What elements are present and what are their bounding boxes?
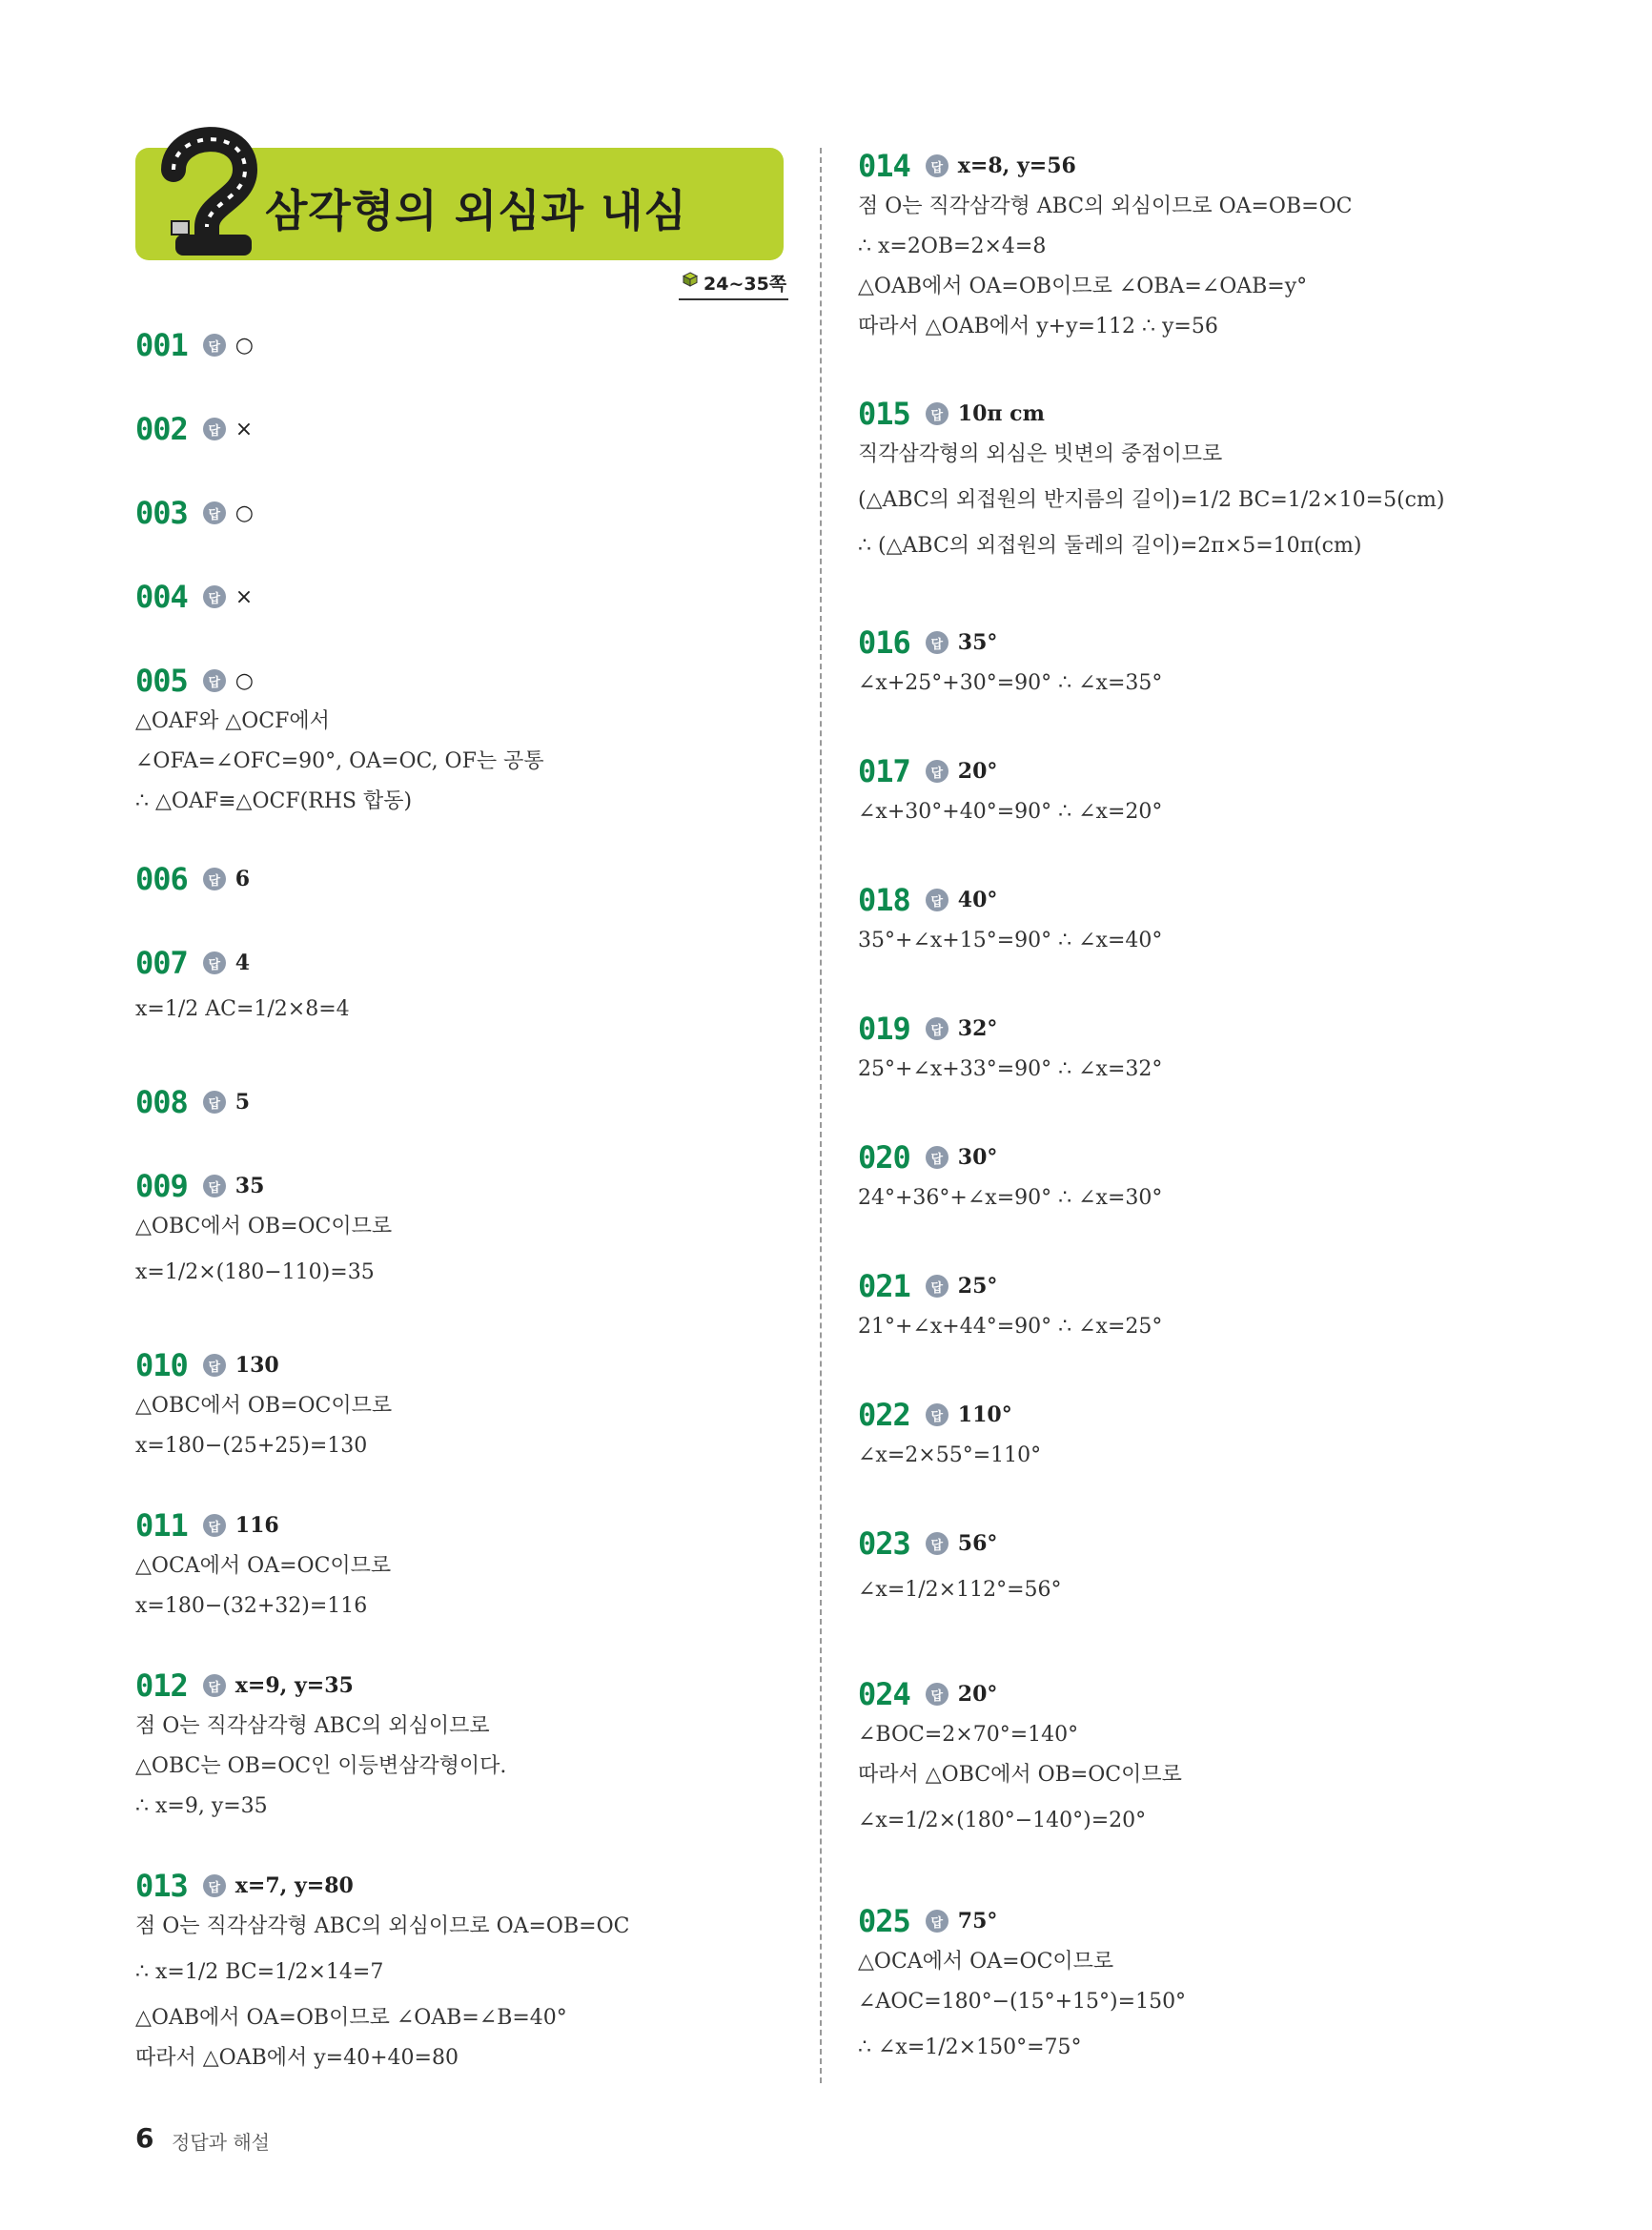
answer-item-002 — [135, 408, 253, 450]
answer-badge-icon: 답 — [203, 951, 226, 974]
solution-line: ∠x+25°+30°=90° ∴ ∠x=35° — [858, 671, 1163, 695]
answer-header — [858, 1394, 1041, 1436]
answer-header — [858, 1523, 1062, 1565]
answer-header — [135, 1504, 391, 1546]
answer-item-001 — [135, 324, 254, 366]
chapter-number-icon — [154, 122, 259, 265]
problem-number: 006 — [135, 861, 188, 897]
answer-item-015 — [858, 393, 1444, 566]
answer-value: 110° — [957, 1402, 1012, 1427]
solution-line: 25°+∠x+33°=90° ∴ ∠x=32° — [858, 1057, 1163, 1081]
solution-line: 따라서 △OBC에서 OB=OC이므로 — [858, 1763, 1182, 1787]
page-reference-text: 24~35쪽 — [704, 274, 787, 295]
answer-item-017 — [858, 750, 1162, 832]
problem-number: 017 — [858, 753, 910, 789]
solution-line: ∠x=1/2×112°=56° — [858, 1578, 1062, 1602]
solution-line: △OCA에서 OA=OC이므로 — [858, 1950, 1114, 1974]
answer-header — [858, 1900, 1186, 1942]
solution-line: x=180−(32+32)=116 — [135, 1594, 368, 1618]
answer-item-025 — [858, 1900, 1186, 2074]
answer-header — [858, 879, 1162, 921]
problem-number: 021 — [858, 1268, 910, 1304]
solution-line: ∠BOC=2×70°=140° — [858, 1723, 1079, 1747]
problem-number: 009 — [135, 1168, 188, 1204]
chapter-title: 삼각형의 외심과 내심 — [265, 185, 687, 236]
answer-header — [135, 324, 254, 366]
answer-value: ○ — [235, 501, 254, 525]
answer-header — [858, 1136, 1162, 1178]
answer-value: x=7, y=80 — [235, 1873, 354, 1898]
answer-value: 75° — [957, 1909, 998, 1933]
answer-badge-icon: 답 — [203, 1091, 226, 1114]
solution-line: 21°+∠x+44°=90° ∴ ∠x=25° — [858, 1315, 1163, 1339]
solution-line: △OAB에서 OA=OB이므로 ∠OBA=∠OAB=y° — [858, 275, 1308, 298]
answer-item-016 — [858, 622, 1162, 704]
problem-number: 014 — [858, 148, 910, 184]
answer-header — [135, 576, 253, 618]
solution-line: (△ABC의 외접원의 반지름의 길이)=1/2 BC=1/2×10=5(cm) — [858, 488, 1445, 512]
answer-value: × — [235, 584, 254, 609]
answer-badge-icon: 답 — [203, 669, 226, 692]
answer-value: 25° — [957, 1274, 998, 1299]
answer-value: × — [235, 417, 254, 441]
solution-line: x=1/2×(180−110)=35 — [135, 1260, 375, 1284]
answer-item-013 — [135, 1865, 629, 2078]
problem-number: 007 — [135, 945, 188, 981]
problem-number: 001 — [135, 327, 188, 363]
answer-badge-icon: 답 — [926, 1910, 948, 1933]
answer-item-003 — [135, 492, 254, 534]
page-reference — [679, 270, 788, 300]
answer-item-024 — [858, 1673, 1182, 1847]
answer-badge-icon: 답 — [926, 1683, 948, 1706]
answer-item-005 — [135, 660, 544, 822]
solution-line: ∠OFA=∠OFC=90°, OA=OC, OF는 공통 — [135, 749, 544, 773]
answer-item-021 — [858, 1265, 1162, 1347]
problem-number: 019 — [858, 1011, 910, 1047]
answer-header — [858, 1265, 1162, 1307]
answer-header — [858, 393, 1444, 435]
solution-line: 24°+36°+∠x=90° ∴ ∠x=30° — [858, 1186, 1163, 1210]
solution-line: 점 O는 직각삼각형 ABC의 외심이므로 — [135, 1714, 490, 1738]
answer-badge-icon: 답 — [926, 889, 948, 911]
answer-value: 10π cm — [957, 401, 1045, 426]
problem-number: 023 — [858, 1525, 910, 1562]
answer-badge-icon: 답 — [203, 418, 226, 440]
problem-number: 010 — [135, 1347, 188, 1383]
answer-item-012 — [135, 1665, 506, 1827]
answer-badge-icon: 답 — [926, 1017, 948, 1040]
answer-badge-icon: 답 — [203, 585, 226, 608]
solution-line: ∴ (△ABC의 외접원의 둘레의 길이)=2π×5=10π(cm) — [858, 534, 1362, 558]
problem-number: 012 — [135, 1667, 188, 1704]
problem-number: 018 — [858, 882, 910, 918]
answer-header — [858, 1008, 1162, 1050]
solution-line: ∠AOC=180°−(15°+15°)=150° — [858, 1990, 1187, 2014]
answer-header — [135, 408, 253, 450]
answer-header — [858, 750, 1162, 792]
answer-badge-icon: 답 — [203, 334, 226, 357]
answer-value: ○ — [235, 333, 254, 358]
answer-badge-icon: 답 — [926, 1146, 948, 1169]
answer-header — [135, 858, 250, 900]
solution-line: ∴ ∠x=1/2×150°=75° — [858, 2036, 1082, 2059]
answer-item-008 — [135, 1081, 250, 1123]
solution-line: 직각삼각형의 외심은 빗변의 중점이므로 — [858, 442, 1223, 466]
answer-header — [858, 1673, 1182, 1715]
answer-value: 116 — [235, 1513, 279, 1538]
answer-badge-icon: 답 — [203, 1674, 226, 1697]
solution-line: △OBC에서 OB=OC이므로 — [135, 1394, 393, 1418]
answer-badge-icon: 답 — [926, 1532, 948, 1555]
answer-item-011 — [135, 1504, 391, 1626]
answer-badge-icon: 답 — [203, 501, 226, 524]
answer-badge-icon: 답 — [203, 868, 226, 890]
solution-line: 35°+∠x+15°=90° ∴ ∠x=40° — [858, 929, 1163, 952]
cube-icon — [683, 272, 698, 287]
solution-line: ∠x+30°+40°=90° ∴ ∠x=20° — [858, 800, 1163, 824]
answer-badge-icon: 답 — [926, 1275, 948, 1298]
answer-header — [135, 1081, 250, 1123]
answer-item-009 — [135, 1165, 392, 1299]
answer-item-010 — [135, 1344, 392, 1466]
answer-badge-icon: 답 — [203, 1874, 226, 1897]
solution-line: △OAB에서 OA=OB이므로 ∠OAB=∠B=40° — [135, 2006, 567, 2030]
problem-number: 008 — [135, 1084, 188, 1120]
solution-line: △OBC에서 OB=OC이므로 — [135, 1215, 393, 1238]
answer-header — [135, 1865, 629, 1907]
answer-badge-icon: 답 — [203, 1514, 226, 1537]
answer-header — [135, 492, 254, 534]
answer-item-014 — [858, 145, 1352, 347]
answer-value: 40° — [957, 888, 998, 912]
answer-header — [135, 942, 350, 984]
answer-item-022 — [858, 1394, 1041, 1476]
answer-value: x=8, y=56 — [957, 153, 1076, 178]
answer-item-020 — [858, 1136, 1162, 1218]
answer-value: 32° — [957, 1016, 998, 1041]
answer-header — [135, 1344, 392, 1386]
problem-number: 011 — [135, 1507, 188, 1544]
answer-value: 4 — [235, 951, 251, 975]
solution-line: 따라서 △OAB에서 y=40+40=80 — [135, 2046, 459, 2070]
problem-number: 016 — [858, 624, 910, 661]
problem-number: 002 — [135, 411, 188, 447]
solution-line: ∴ x=1/2 BC=1/2×14=7 — [135, 1960, 384, 1984]
answer-value: 5 — [235, 1090, 251, 1115]
answer-value: x=9, y=35 — [235, 1673, 354, 1698]
answer-header — [135, 1165, 392, 1207]
answer-value: 20° — [957, 1682, 998, 1707]
answer-value: 35 — [235, 1174, 265, 1198]
solution-line: 점 O는 직각삼각형 ABC의 외심이므로 OA=OB=OC — [135, 1914, 630, 1938]
solution-line: ∴ x=9, y=35 — [135, 1794, 268, 1818]
answer-header — [135, 1665, 506, 1707]
answer-value: 130 — [235, 1353, 279, 1378]
answer-badge-icon: 답 — [203, 1354, 226, 1377]
solution-line: x=180−(25+25)=130 — [135, 1434, 368, 1458]
answer-badge-icon: 답 — [203, 1175, 226, 1197]
solution-line: ∴ △OAF≡△OCF(RHS 합동) — [135, 789, 413, 813]
problem-number: 020 — [858, 1139, 910, 1176]
solution-line: △OCA에서 OA=OC이므로 — [135, 1554, 392, 1578]
problem-number: 022 — [858, 1397, 910, 1433]
answer-value: 30° — [957, 1145, 998, 1170]
answer-badge-icon: 답 — [926, 631, 948, 654]
answer-value: 20° — [957, 759, 998, 784]
solution-line: ∠x=1/2×(180°−140°)=20° — [858, 1809, 1147, 1832]
problem-number: 004 — [135, 579, 188, 615]
problem-number: 015 — [858, 396, 910, 432]
answer-item-007 — [135, 942, 350, 1035]
answer-item-019 — [858, 1008, 1162, 1090]
problem-number: 003 — [135, 495, 188, 531]
solution-line: ∴ x=2OB=2×4=8 — [858, 235, 1047, 258]
problem-number: 005 — [135, 663, 188, 699]
answer-value: 6 — [235, 867, 251, 891]
column-divider — [820, 148, 822, 2083]
answer-badge-icon: 답 — [926, 402, 948, 425]
problem-number: 013 — [135, 1868, 188, 1904]
solution-line: x=1/2 AC=1/2×8=4 — [135, 997, 350, 1021]
answer-item-004 — [135, 576, 253, 618]
solution-line: △OAF와 △OCF에서 — [135, 709, 330, 733]
answer-header — [858, 622, 1162, 664]
answer-item-018 — [858, 879, 1162, 961]
page-number: 6 — [135, 2122, 154, 2154]
answer-header — [135, 660, 544, 702]
answer-badge-icon: 답 — [926, 154, 948, 177]
solution-line: 따라서 △OAB에서 y+y=112 ∴ y=56 — [858, 315, 1218, 338]
answer-item-006 — [135, 858, 250, 900]
solution-line: △OBC는 OB=OC인 이등변삼각형이다. — [135, 1754, 507, 1778]
answer-badge-icon: 답 — [926, 1403, 948, 1426]
answer-value: 35° — [957, 630, 998, 655]
problem-number: 025 — [858, 1903, 910, 1939]
problem-number: 024 — [858, 1676, 910, 1712]
answer-header — [858, 145, 1352, 187]
answer-badge-icon: 답 — [926, 760, 948, 783]
answer-item-023 — [858, 1523, 1062, 1616]
footer-label: 정답과 해설 — [172, 2131, 270, 2154]
solution-line: 점 O는 직각삼각형 ABC의 외심이므로 OA=OB=OC — [858, 194, 1353, 218]
solution-line: ∠x=2×55°=110° — [858, 1443, 1042, 1467]
answer-value: 56° — [957, 1531, 998, 1556]
answer-value: ○ — [235, 668, 254, 693]
